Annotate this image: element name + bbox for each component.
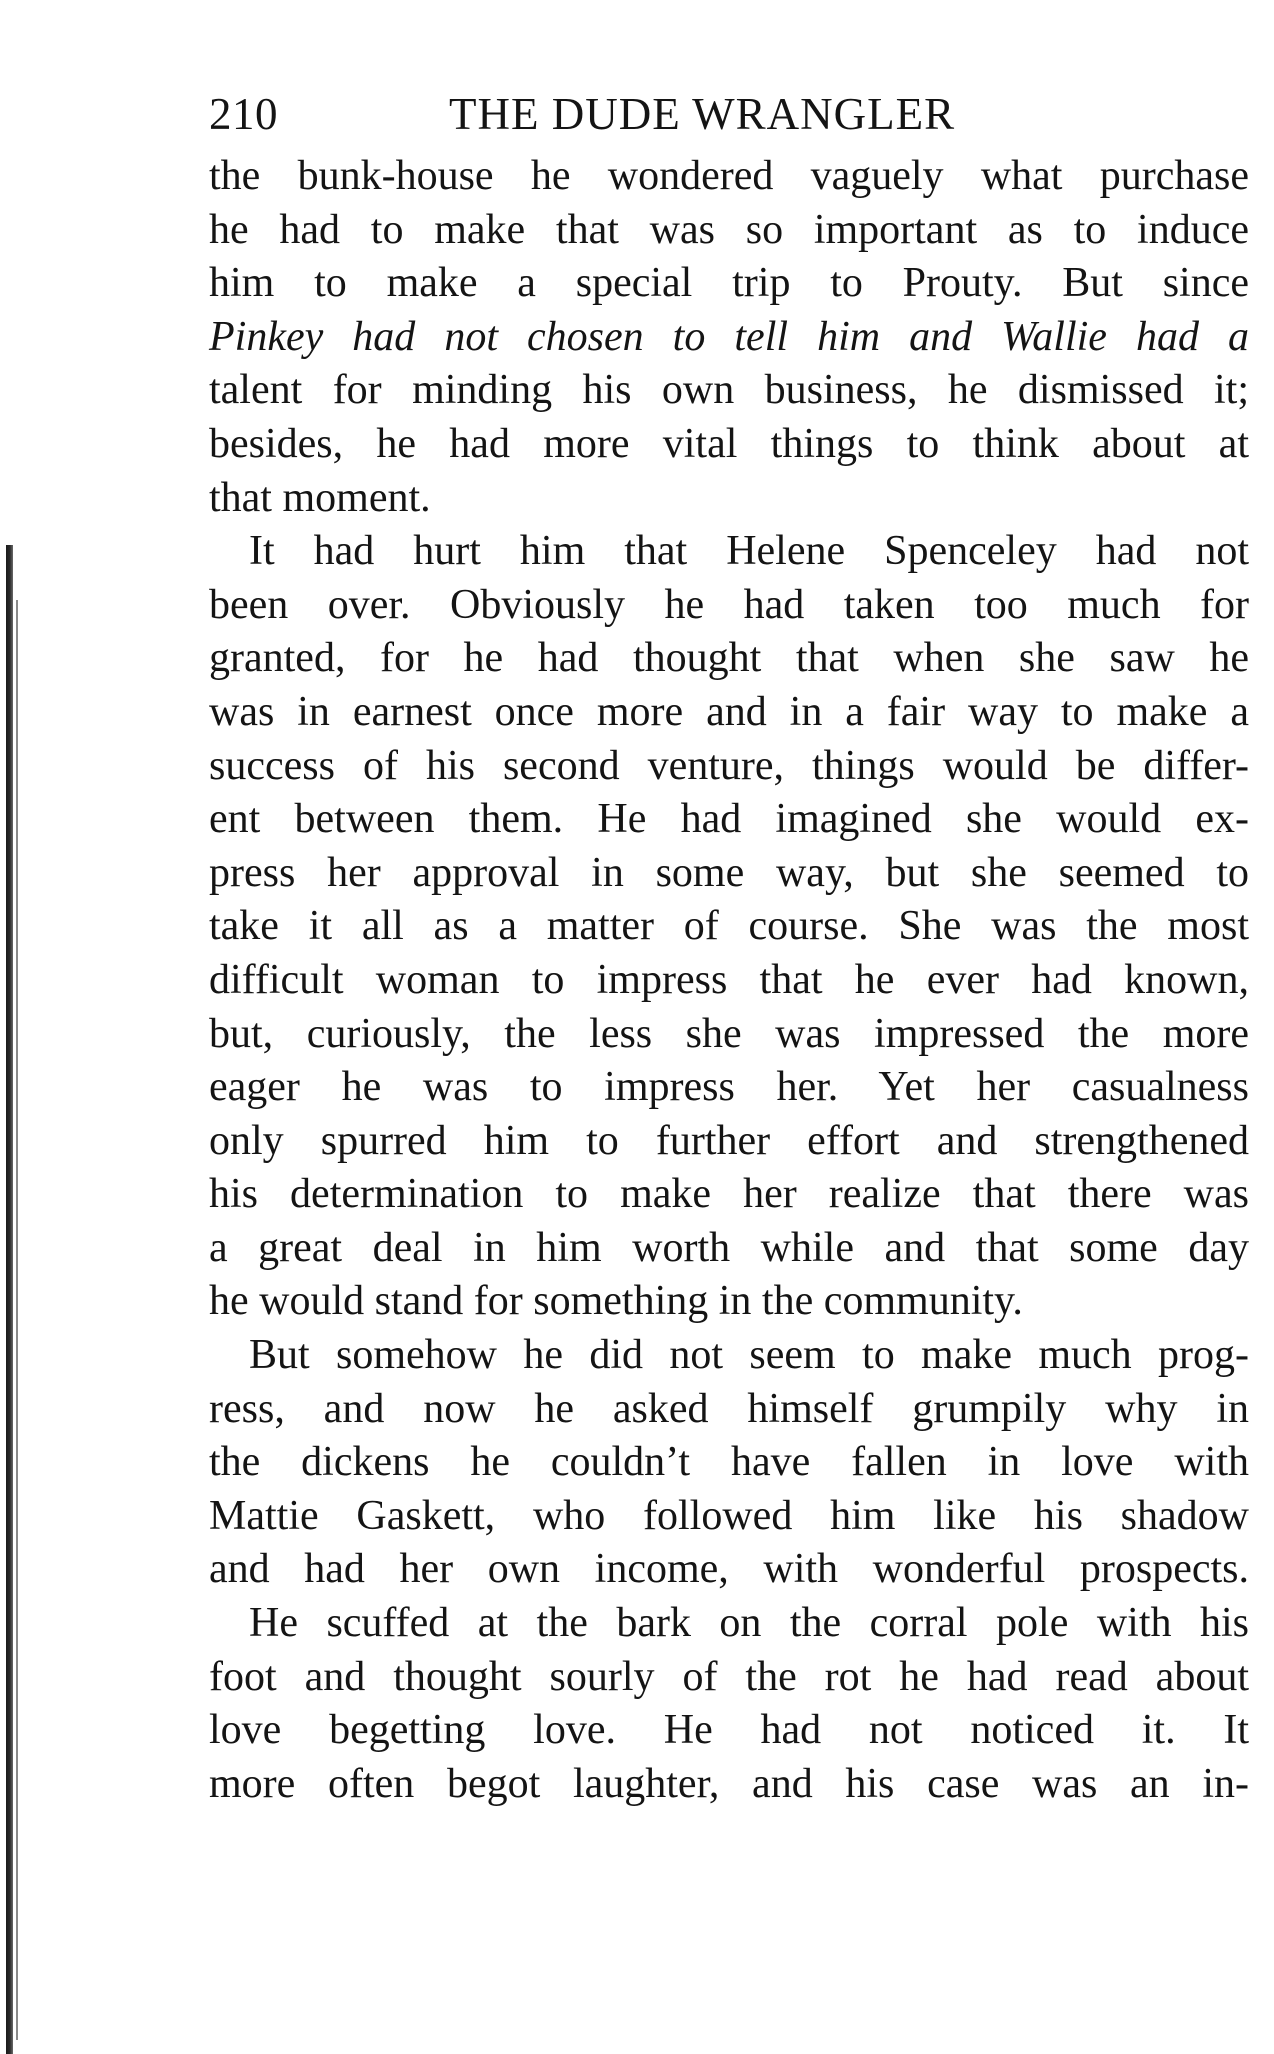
text-line: talent for minding his own business, he dismissed it;: [209, 367, 1249, 414]
text-line: ent between them. He had imagined she would ex-: [209, 796, 1249, 843]
text-line: besides, he had more vital things to think about at: [209, 420, 1249, 467]
paragraph-2: [209, 525, 1249, 1329]
text-line: granted, for he had thought that when she saw he: [209, 635, 1249, 682]
text-line: that moment.: [209, 474, 431, 521]
text-line: his determination to make her realize that there was: [209, 1171, 1249, 1218]
page-number: 210: [209, 89, 278, 139]
text-line: a great deal in him worth while and that some day: [209, 1224, 1249, 1271]
text-line: him to make a special trip to Prouty. But since: [209, 260, 1249, 307]
text-line: but, curiously, the less she was impressed the more: [209, 1010, 1249, 1057]
book-page: [209, 88, 1249, 1811]
text-line: only spurred him to further effort and strengthened: [209, 1117, 1249, 1164]
text-line: been over. Obviously he had taken too much for: [209, 581, 1249, 628]
italic-text: Pinkey had not chosen to tell him and Wallie had a: [209, 313, 1249, 360]
binding-edge-shadow-inner: [16, 600, 18, 2040]
text-line: love begetting love. He had not noticed it. It: [209, 1707, 1249, 1754]
text-line-italic: [209, 311, 1249, 365]
text-line: the bunk-house he wondered vaguely what purchase: [209, 153, 1249, 199]
text-line: more often begot laughter, and his case was an in-: [209, 1760, 1249, 1807]
paragraph-3: [209, 1329, 1249, 1597]
text-line: eager he was to impress her. Yet her casualness: [209, 1064, 1249, 1111]
text-line: the dickens he couldn’t have fallen in love with: [209, 1439, 1249, 1486]
paragraph-1: [209, 150, 1249, 525]
text-line: ress, and now he asked himself grumpily why in: [209, 1385, 1249, 1432]
text-line: he would stand for something in the community.: [209, 1278, 1023, 1325]
text-line: was in earnest once more and in a fair way to make a: [209, 688, 1249, 735]
text-line: press her approval in some way, but she seemed to: [209, 849, 1249, 896]
text-line: success of his second venture, things would be differ-: [209, 742, 1249, 789]
text-line: He scuffed at the bark on the corral pole with his: [249, 1600, 1249, 1647]
paragraph-4: [209, 1597, 1249, 1811]
text-line: he had to make that was so important as to induce: [209, 206, 1249, 253]
running-head: THE DUDE WRANGLER: [449, 89, 956, 139]
text-line: and had her own income, with wonderful prospects.: [209, 1546, 1249, 1593]
page-header: [209, 88, 1249, 150]
text-line: But somehow he did not seem to make much prog-: [249, 1332, 1249, 1379]
text-line: foot and thought sourly of the rot he had read about: [209, 1653, 1249, 1700]
text-line: difficult woman to impress that he ever had known,: [209, 956, 1249, 1003]
text-line: Mattie Gaskett, who followed him like his shadow: [209, 1492, 1249, 1539]
text-line: take it all as a matter of course. She was the most: [209, 903, 1249, 950]
binding-edge-shadow: [6, 545, 13, 2054]
text-line: It had hurt him that Helene Spenceley had not: [249, 528, 1249, 575]
